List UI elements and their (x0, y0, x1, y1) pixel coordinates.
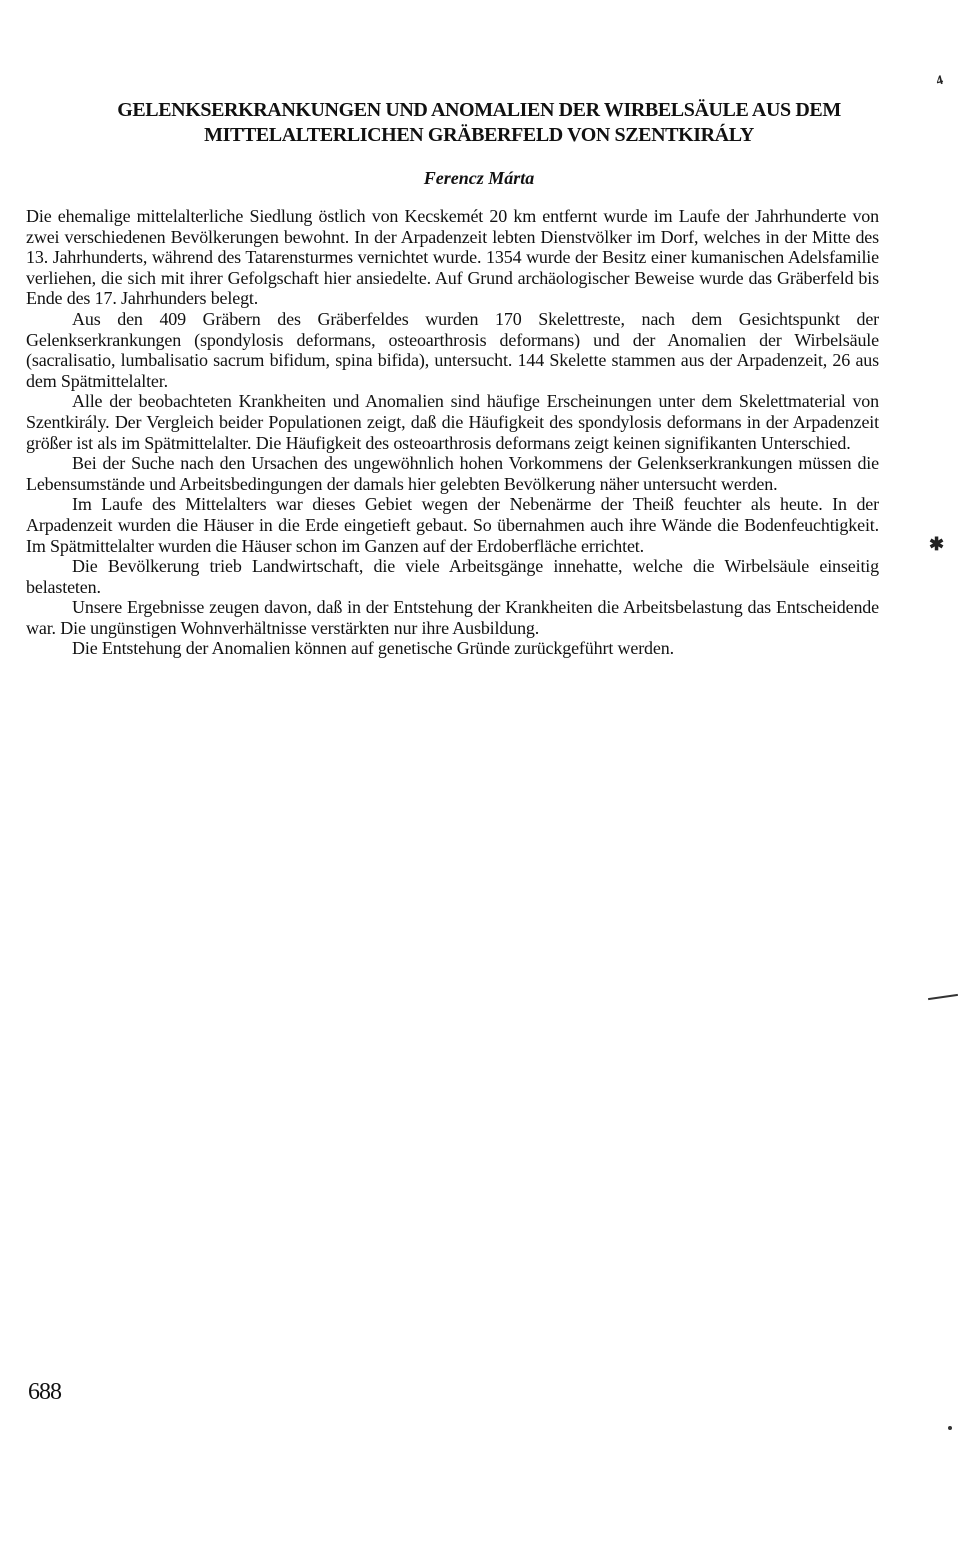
page-number: 688 (28, 1379, 61, 1405)
margin-dot (948, 1426, 952, 1430)
paragraph-8: Die Entstehung der Anomalien können auf genetische Gründe zurückgeführt werden. (72, 638, 674, 659)
article-title (24, 98, 934, 148)
paragraph-3: Alle der beobachteten Krankheiten und Anomalien sind häufige Erscheinungen unter dem Skelettmaterial von Szentkirály. Der Vergleich beider Populationen zeigt, daß die Häufigkeit des spondylosis deformans in der Arpadenzeit größer ist als im Spätmittelalter. Die Häufigkeit des osteoarthrosis deformans zeigt keinen signifikanten Unterschied. (26, 391, 879, 453)
paragraph-4: Bei der Suche nach den Ursachen des ungewöhnlich hohen Vorkommens der Gelenkserkrankungen müssen die Lebensumstände und Arbeitsbedingungen der damals hier gelebten Bevölkerung näher untersucht werden. (26, 453, 879, 494)
margin-dash (928, 994, 958, 1000)
paragraph-2: Aus den 409 Gräbern des Gräberfeldes wurden 170 Skelettreste, nach dem Gesichtspunkt der Gelenkserkrankungen (spondylosis deformans, osteoarthrosis deformans) und der Anomalien der Wirbelsäule (sacralisatio, lumbalisatio sacrum bifidum, spina bifida), untersucht. 144 Skelette stammen aus der Arpadenzeit, 26 aus dem Spätmittelalter. (26, 308, 879, 391)
title-line-1: GELENKSERKRANKUNGEN UND ANOMALIEN DER WIRBELSÄULE AUS DEM (117, 99, 841, 121)
title-line-2: MITTELALTERLICHEN GRÄBERFELD VON SZENTKIRÁLY (204, 124, 754, 146)
corner-handwritten-mark: ⁴ (933, 69, 947, 96)
paragraph-1: Die ehemalige mittelalterliche Siedlung östlich von Kecskemét 20 km entfernt wurde im Laufe der Jahrhunderte von zwei verschiedenen Bevölkerungen bewohnt. In der Arpadenzeit lebten Dienstvölker im Dorf, welches in der Mitte des 13. Jahrhunderts, während des Tatarensturmes vernichtet wurde. 1354 wurde der Besitz einer kumanischen Adelsfamilie verliehen, die sich mit ihrer Gefolgschaft hier ansiedelte. Auf Grund archäologischer Beweise wurde das Gräberfeld bis Ende des 17. Jahrhunders belegt. (26, 206, 879, 309)
author-name: Ferencz Márta (423, 168, 535, 188)
article-body (26, 206, 879, 659)
paragraph-5: Im Laufe des Mittelalters war dieses Gebiet wegen der Nebenärme der Theiß feuchter als heute. In der Arpadenzeit wurden die Häuser in die Erde eingetieft gebaut. So übernahmen auch ihre Wände die Bodenfeuchtigkeit. Im Spätmittelalter wurden die Häuser schon im Ganzen auf der Erdoberfläche errichtet. (26, 494, 879, 556)
paragraph-6: Die Bevölkerung trieb Landwirtschaft, die viele Arbeitsgänge innehatte, welche die Wirbelsäule einseitig belasteten. (26, 556, 879, 597)
margin-mark: ✱ (929, 534, 945, 554)
paragraph-7: Unsere Ergebnisse zeugen davon, daß in der Entstehung der Krankheiten die Arbeitsbelastung das Entscheidende war. Die ungünstigen Wohnverhältnisse verstärkten nur ihre Ausbildung. (26, 597, 879, 638)
